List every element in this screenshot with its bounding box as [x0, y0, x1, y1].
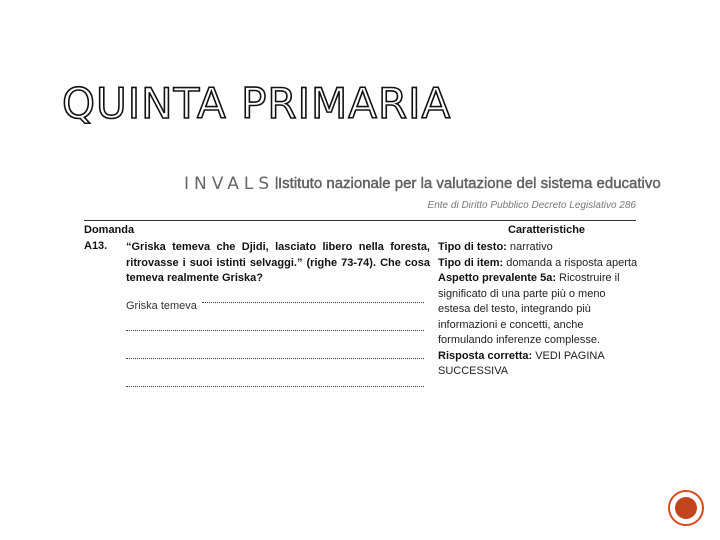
- document-scan: [84, 168, 661, 377]
- characteristics-list: [438, 240, 638, 380]
- slide-corner-badge: [668, 490, 704, 526]
- correct-answer-value: VEDI PAGINA SUCCESSIVA: [438, 349, 605, 377]
- item-type-label: Tipo di item:: [438, 256, 504, 269]
- document-header: [84, 168, 661, 194]
- header-rule: [84, 220, 636, 221]
- text-type-label: Tipo di testo:: [438, 241, 507, 253]
- answer-line: [126, 358, 424, 359]
- question-text: “Griska temeva che Djidi, lasciato libero nella foresta, ritrovasse i suoi istinti selvaggi.” (righe 73-74). Che cosa temeva realmente Griska?: [126, 241, 430, 284]
- answer-prompt: Griska temeva: [126, 300, 197, 312]
- item-type-value: domanda a risposta aperta: [506, 256, 638, 269]
- text-type-value: narrativo: [509, 241, 553, 253]
- entity-line: Ente di Diritto Pubblico Decreto Legislativo 286: [427, 200, 636, 211]
- correct-answer-row: [438, 349, 638, 380]
- aspect-label: Aspetto prevalente 5a:: [438, 272, 556, 284]
- aspect-value: Ricostruire il significato di una parte più o meno estesa del testo, integrando più informazioni e concetti, anche formulando inferenze complesse.: [438, 272, 620, 346]
- characteristics-column-header: Caratteristiche: [508, 224, 586, 236]
- aspect-row: [438, 271, 638, 349]
- answer-line: [202, 302, 424, 303]
- correct-answer-label: Risposta corretta:: [438, 349, 533, 362]
- answer-line: [126, 386, 424, 387]
- item-type-row: [438, 256, 638, 272]
- institute-name: Istituto nazionale per la valutazione del sistema educativo: [278, 175, 661, 192]
- invalsi-logo: INVALSI: [184, 174, 285, 194]
- answer-line: [126, 330, 424, 331]
- question-column-header: Domanda: [84, 224, 135, 236]
- slide-title: QUINTA PRIMARIA: [62, 79, 452, 128]
- text-type-row: [438, 240, 638, 256]
- item-number: A13.: [84, 240, 108, 252]
